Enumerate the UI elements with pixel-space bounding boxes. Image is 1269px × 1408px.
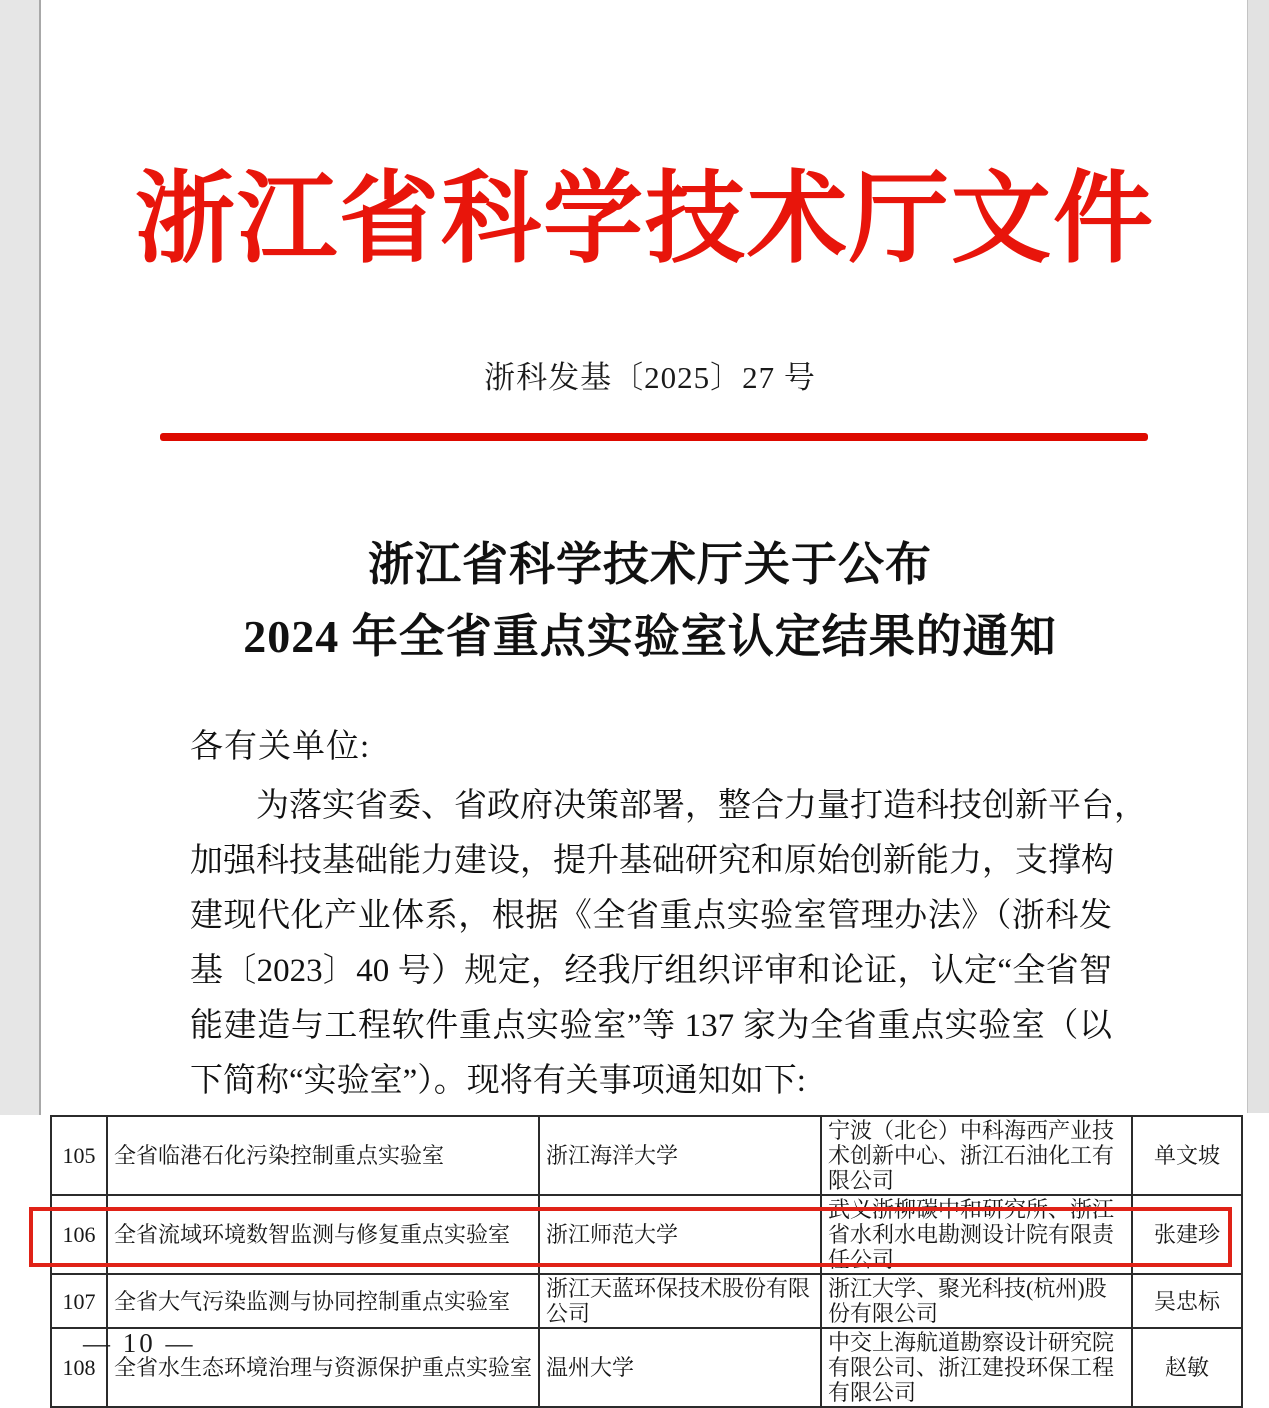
director-cell: 张建珍 (1132, 1195, 1242, 1274)
director-cell: 赵敏 (1132, 1328, 1242, 1407)
body-line: 下简称“实验室”）。现将有关事项通知如下: (190, 1063, 806, 1099)
body-line: 加强科技基础能力建设，提升基础研究和原始创新能力，支撑构 (190, 843, 1114, 879)
table-row (51, 1116, 1242, 1195)
table-row (51, 1195, 1242, 1274)
page-left-margin (0, 0, 41, 1115)
table-row (51, 1328, 1242, 1407)
body-line: 能建造与工程软件重点实验室”等 137 家为全省重点实验室（以 (190, 1008, 1112, 1044)
row-number-cell: 105 (51, 1116, 107, 1195)
director-cell: 单文坡 (1132, 1116, 1242, 1195)
host-org-cell: 温州大学 (539, 1328, 821, 1407)
host-org-cell: 浙江天蓝环保技术股份有限公司 (539, 1274, 821, 1328)
body-line: 建现代化产业体系，根据《全省重点实验室管理办法》（浙科发 (190, 898, 1112, 934)
row-number-cell: 107 (51, 1274, 107, 1328)
body-line: 为落实省委、省政府决策部署，整合力量打造科技创新平台， (256, 788, 1147, 824)
lab-name-cell: 全省临港石化污染控制重点实验室 (107, 1116, 539, 1195)
laboratory-table (50, 1115, 1243, 1408)
partner-orgs-cell: 中交上海航道勘察设计研究院有限公司、浙江建投环保工程有限公司 (821, 1328, 1132, 1407)
partner-orgs-cell: 浙江大学、聚光科技(杭州)股份有限公司 (821, 1274, 1132, 1328)
laboratory-table-section (0, 1115, 1269, 1405)
host-org-cell: 浙江师范大学 (539, 1195, 821, 1274)
notice-title-line2: 2024 年全省重点实验室认定结果的通知 (243, 611, 1057, 662)
host-org-cell: 浙江海洋大学 (539, 1116, 821, 1195)
body-line: 基〔2023〕40 号）规定，经我厅组织评审和论证，认定“全省智 (190, 953, 1112, 989)
partner-orgs-cell: 宁波（北仑）中科海西产业技术创新中心、浙江石油化工有限公司 (821, 1116, 1132, 1195)
salutation: 各有关单位: (190, 729, 371, 765)
letterhead-red-rule (160, 433, 1148, 441)
row-number-cell: 108 (51, 1328, 107, 1407)
director-cell: 吴忠标 (1132, 1274, 1242, 1328)
document-number: 浙科发基〔2025〕27 号 (484, 360, 816, 395)
page-number: — 10 — (83, 1328, 196, 1358)
lab-name-cell: 全省水生态环境治理与资源保护重点实验室 (107, 1328, 539, 1407)
lab-name-cell: 全省流域环境数智监测与修复重点实验室 (107, 1195, 539, 1274)
partner-orgs-cell: 武义浙柳碳中和研究所、浙江省水利水电勘测设计院有限责任公司 (821, 1195, 1132, 1274)
notice-body (190, 782, 1147, 1112)
letterhead-title: 浙江省科学技术厅文件 (135, 164, 1155, 275)
row-number-cell: 106 (51, 1195, 107, 1274)
lab-name-cell: 全省大气污染监测与协同控制重点实验室 (107, 1274, 539, 1328)
notice-title-line1: 浙江省科学技术厅关于公布 (368, 539, 932, 590)
table-row-highlighted (51, 1274, 1242, 1328)
